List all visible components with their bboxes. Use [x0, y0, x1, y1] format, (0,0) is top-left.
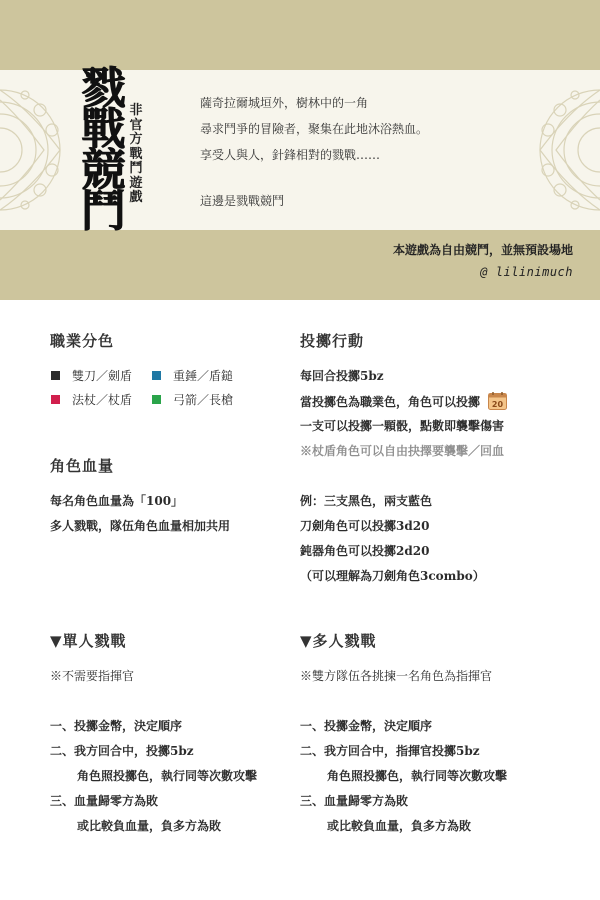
single-battle-heading: ▼單人戮戰 [50, 632, 127, 650]
lace-ornament-right [530, 70, 600, 230]
subtitle-char: 戲 [129, 190, 143, 205]
subtitle-char: 官 [129, 117, 143, 133]
job-label: 弓箭／長槍 [173, 393, 234, 407]
title-char: 鬥 [81, 186, 125, 237]
job-swatch-blue [152, 371, 161, 380]
throw-heading: 投擲行動 [300, 332, 365, 350]
job-legend-item [51, 391, 132, 408]
multi-step: 三、血量歸零方為敗 [300, 794, 409, 808]
throw-line: 一支可以投擲一顆骰，點數即襲擊傷害 [300, 419, 505, 433]
throw-example: 刀劍角色可以投擲3d20 [300, 519, 430, 533]
subtitle-char: 鬥 [129, 161, 143, 176]
throw-line-with-dice [300, 392, 507, 410]
hp-line: 每名角色血量為「100」 [50, 494, 184, 508]
lace-ornament-left [0, 70, 70, 230]
multi-battle-heading: ▼多人戮戰 [300, 632, 377, 650]
subtitle-char: 戰 [129, 146, 143, 162]
throw-note: ※杖盾角色可以自由抉擇要襲擊／回血 [300, 444, 505, 458]
page-title [78, 63, 128, 237]
intro-line: 享受人與人，針鋒相對的戮戰…… [200, 148, 381, 162]
title-char: 競 [81, 145, 125, 196]
intro-line: 尋求鬥爭的冒險者，聚集在此地沐浴熱血。 [200, 122, 429, 136]
job-label: 法杖／杖盾 [72, 393, 133, 407]
lace-pattern-icon [530, 70, 600, 230]
throw-example: 例：三支黑色，兩支藍色 [300, 494, 433, 508]
multi-step: 二、我方回合中，指揮官投擲5bz [300, 744, 480, 758]
single-step: 一、投擲金幣，決定順序 [50, 719, 183, 733]
multi-step: 一、投擲金幣，決定順序 [300, 719, 433, 733]
single-step: 角色照投擲色，執行同等次數攻擊 [77, 769, 258, 783]
free-play-note: 本遊戲為自由競鬥，並無預設場地 [392, 243, 573, 257]
intro-gap [200, 168, 428, 188]
jobs-heading: 職業分色 [50, 332, 115, 350]
job-label: 重錘／盾鎚 [173, 369, 234, 383]
title-char: 戰 [81, 104, 125, 155]
job-label: 雙刀／劍盾 [72, 369, 133, 383]
subtitle-char: 遊 [129, 175, 143, 191]
hp-heading: 角色血量 [50, 457, 115, 475]
throw-line: 每回合投擲5bz [300, 369, 384, 383]
single-battle-note: ※不需要指揮官 [50, 669, 135, 683]
multi-step: 或比較負血量，負多方為敗 [327, 819, 472, 833]
job-legend-item [51, 367, 132, 384]
title-char: 戮 [81, 63, 125, 114]
intro-tail: 這邊是戮戰競鬥 [200, 194, 285, 208]
author-signature: @ lilinimuch [480, 265, 573, 279]
subtitle-char: 方 [129, 132, 143, 147]
page-subtitle [128, 104, 144, 206]
multi-battle-note: ※雙方隊伍各挑揀一名角色為指揮官 [300, 669, 493, 683]
hp-line: 多人戮戰，隊伍角色血量相加共用 [50, 519, 231, 533]
single-step: 三、血量歸零方為敗 [50, 794, 159, 808]
job-swatch-green [152, 395, 161, 404]
dice-label: 20 [491, 400, 504, 409]
intro-text [200, 90, 428, 214]
job-swatch-black [51, 371, 60, 380]
throw-example: （可以理解為刀劍角色3combo） [300, 569, 485, 583]
job-swatch-red [51, 395, 60, 404]
throw-line: 當投擲色為職業色，角色可以投擲 [300, 394, 481, 409]
throw-example: 鈍器角色可以投擲2d20 [300, 544, 430, 558]
single-step: 二、我方回合中，投擲5bz [50, 744, 194, 758]
job-legend-item [152, 367, 233, 384]
single-step: 或比較負血量，負多方為敗 [77, 819, 222, 833]
lace-pattern-icon [0, 70, 70, 230]
job-legend-item [152, 391, 233, 408]
intro-line: 薩奇拉爾城垣外，樹林中的一角 [200, 96, 369, 110]
subtitle-char: 非 [129, 103, 143, 118]
d20-icon [488, 392, 507, 410]
multi-step: 角色照投擲色，執行同等次數攻擊 [327, 769, 508, 783]
